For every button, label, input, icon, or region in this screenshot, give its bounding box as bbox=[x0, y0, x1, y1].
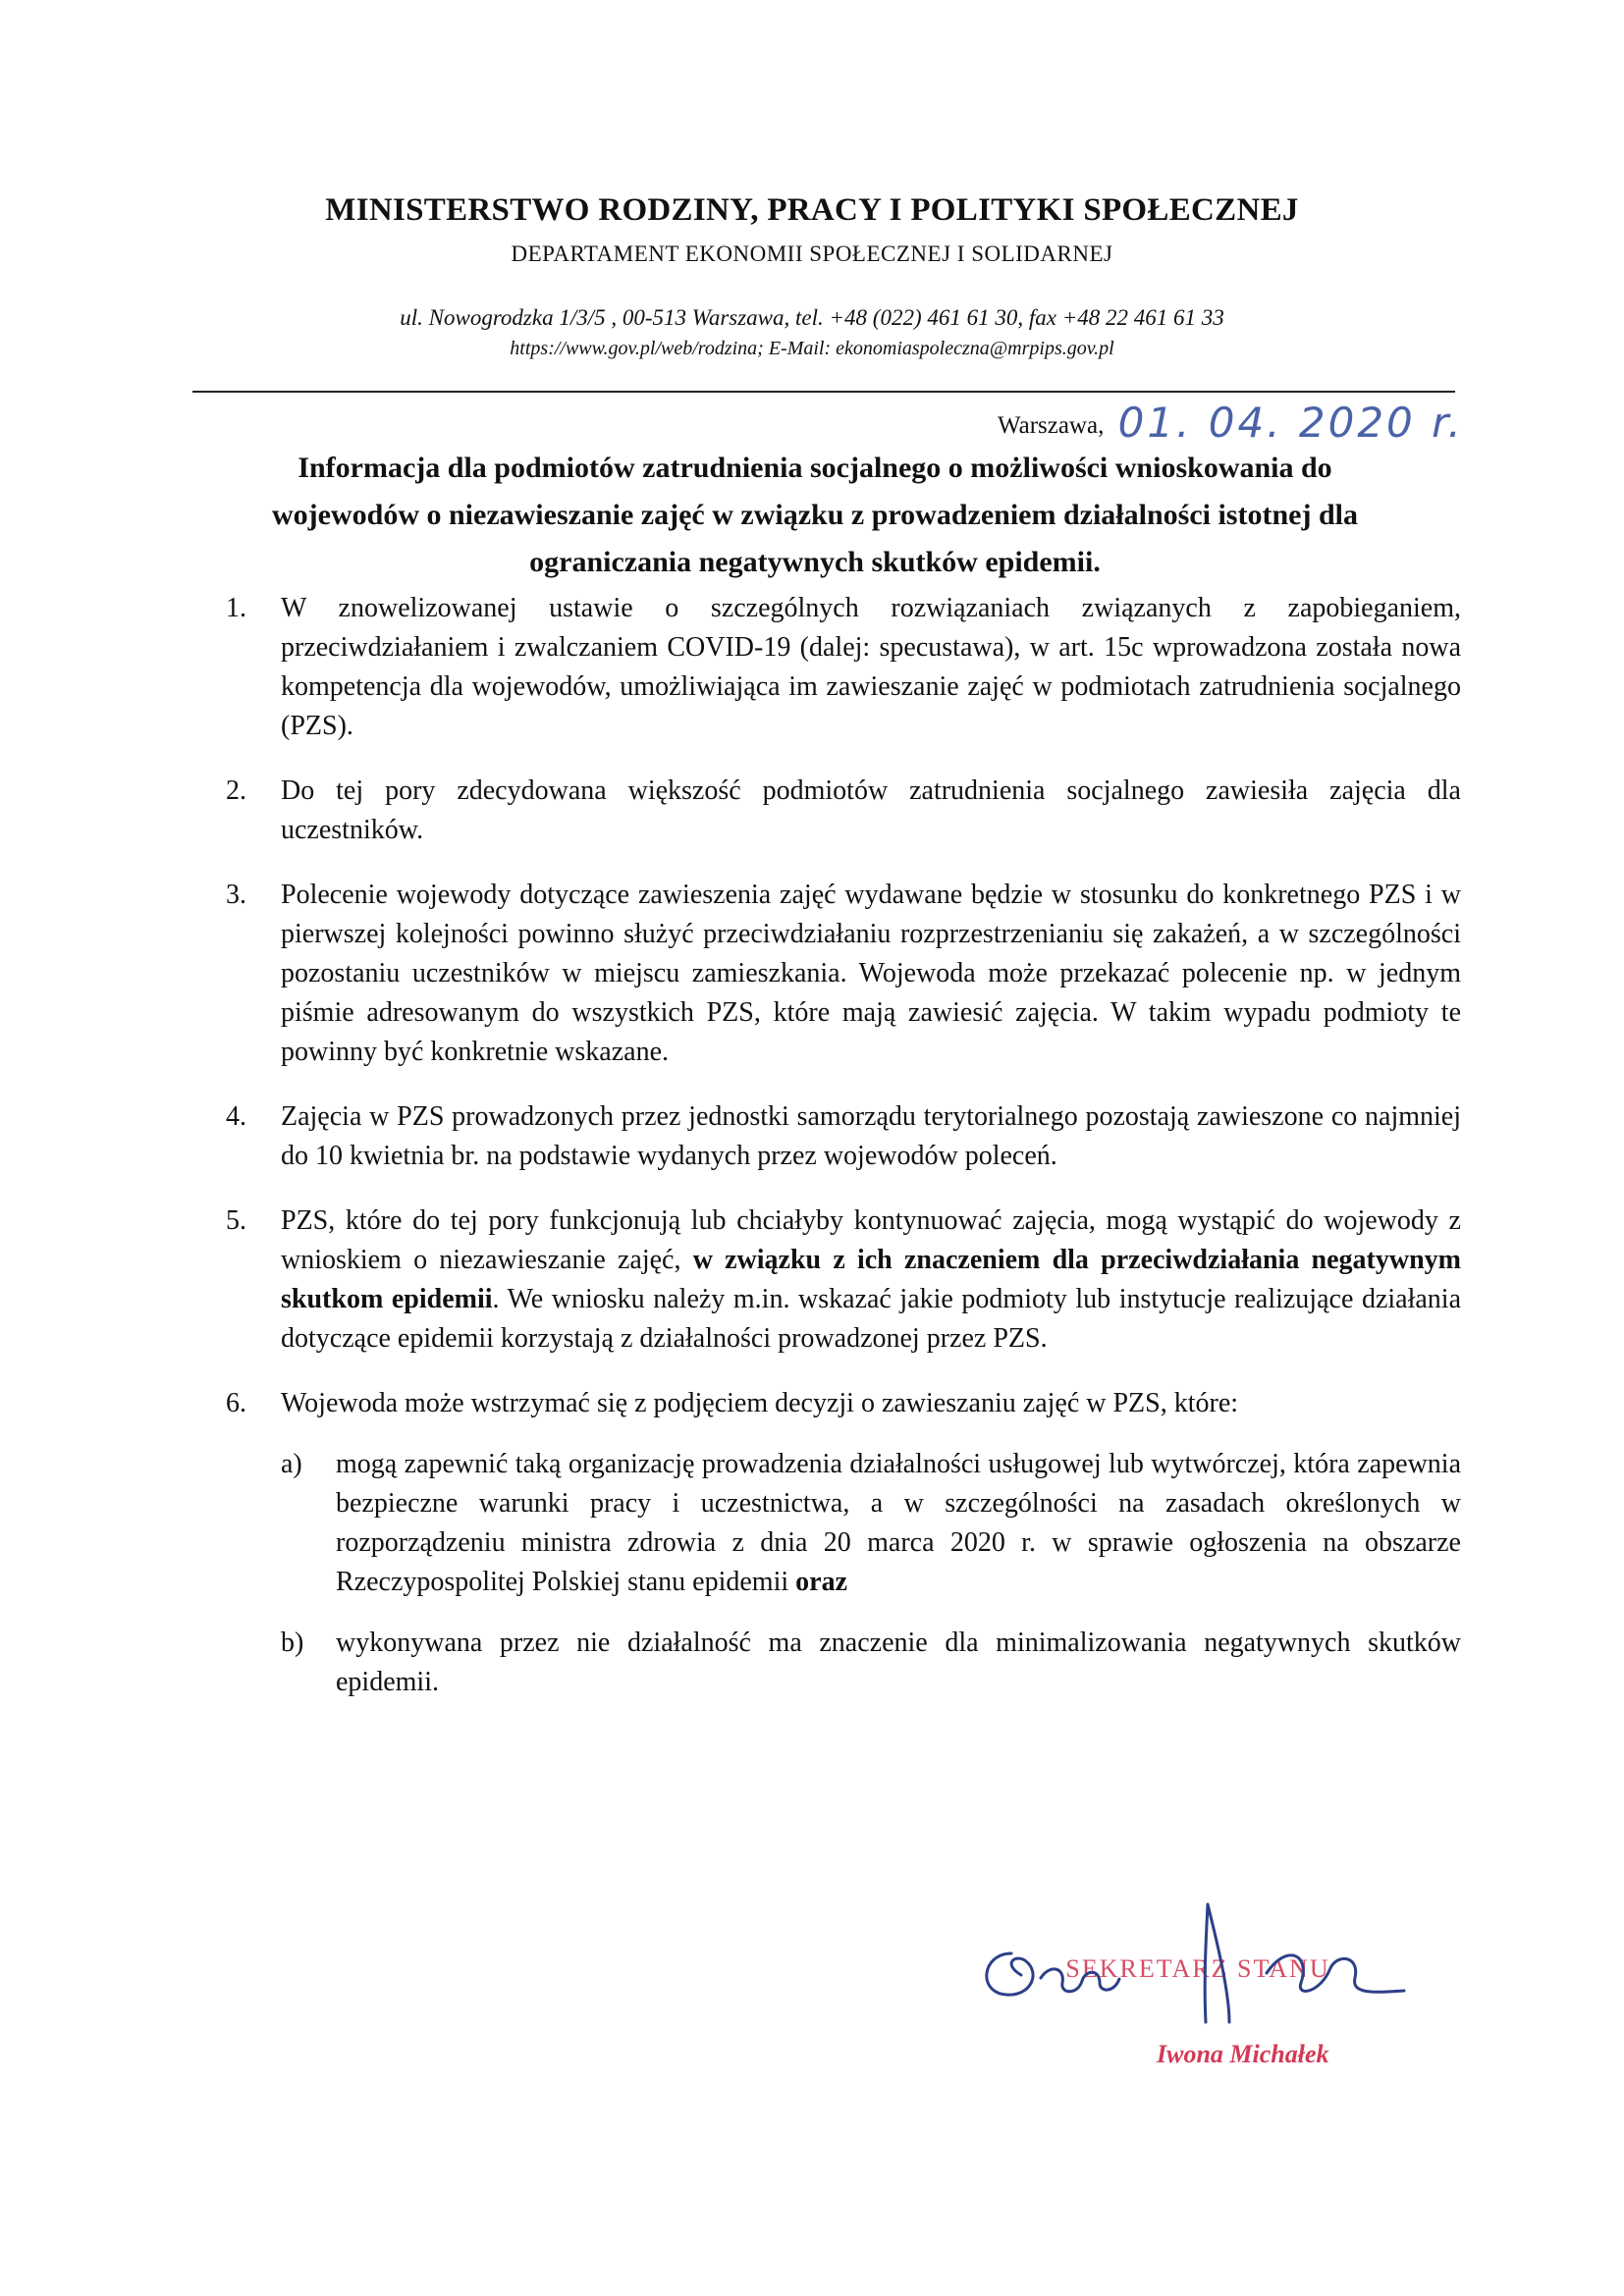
department-name: DEPARTAMENT EKONOMII SPOŁECZNEJ I SOLIDARNEJ bbox=[511, 241, 1113, 266]
signature-handwriting: Iwona Michałek bbox=[972, 1885, 979, 1886]
list-text: Do tej pory zdecydowana większość podmiotów zatrudnienia socjalnego zawiesiła zajęcia dla uczestników. bbox=[281, 775, 1461, 845]
sub-list-item bbox=[281, 1624, 1461, 1702]
list-item bbox=[226, 1201, 1461, 1359]
signatory-name: Iwona Michałek bbox=[1157, 2040, 1329, 2068]
document-heading: Informacja dla podmiotów zatrudnienia socjalnego o możliwości wnioskowania do wojewodów o niezawieszanie zajęć w związku z prowadzeniem działalności istotnej dla ograniczania negatywnych skutków epidemii. bbox=[272, 452, 1358, 578]
sub-list-text: wykonywana przez nie działalność ma znaczenie dla minimalizowania negatywnych skutków epidemii. bbox=[336, 1628, 1461, 1697]
sub-list-letter: b) bbox=[281, 1628, 304, 1658]
list-number: 1. bbox=[226, 593, 246, 623]
sub-list-item bbox=[281, 1445, 1461, 1602]
list-item bbox=[226, 772, 1461, 850]
stamp-text: SEKRETARZ STANU bbox=[1065, 1954, 1330, 1983]
list-number: 6. bbox=[226, 1388, 246, 1418]
date-place: Warszawa, bbox=[998, 412, 1105, 439]
list-number: 3. bbox=[226, 880, 246, 910]
list-text bbox=[281, 1201, 1461, 1359]
handwritten-signature bbox=[972, 1885, 1404, 2022]
sub-list-text bbox=[336, 1449, 1461, 1597]
signature-stamp bbox=[972, 1885, 1414, 2120]
sub-list-text-main: mogą zapewnić taką organizację prowadzenia działalności usługowej lub wytwórczej, która zapewnia bezpieczne warunki pracy i uczestnictwa, a w szczególności na zasadach określonych w rozporządzeniu ministra zdrowia z dnia 20 marca 2020 r. w sprawie ogłoszenia na obszarze Rzeczypospolitej Polskiej stanu epidemii bbox=[336, 1449, 1461, 1597]
numbered-list bbox=[226, 589, 1461, 1728]
list-number: 4. bbox=[226, 1101, 246, 1132]
address-line: ul. Nowogrodzka 1/3/5 , 00-513 Warszawa, tel. +48 (022) 461 61 30, fax +48 22 461 61 33 bbox=[400, 305, 1224, 330]
list-text-emphasis: w związku z ich znaczeniem dla przeciwdziałania negatywnym skutkom epidemii bbox=[281, 1245, 1461, 1314]
list-text-end: . We wniosku należy m.in. wskazać jakie podmioty lub instytucje realizujące działania dotyczące epidemii korzystają z działalności prowadzonej przez PZS. bbox=[281, 1284, 1461, 1354]
list-text: Wojewoda może wstrzymać się z podjęciem decyzji o zawieszaniu zajęć w PZS, które: bbox=[281, 1388, 1239, 1418]
list-text: Zajęcia w PZS prowadzonych przez jednostki samorządu terytorialnego pozostają zawieszone co najmniej do 10 kwietnia br. na podstawie wydanych przez wojewodów poleceń. bbox=[281, 1101, 1461, 1171]
ministry-name: MINISTERSTWO RODZINY, PRACY I POLITYKI SPOŁECZNEJ bbox=[325, 192, 1299, 228]
list-text-start: PZS, które do tej pory funkcjonują lub chciałyby kontynuować zajęcia, mogą wystąpić do wojewody z wnioskiem o niezawieszanie zajęć, bbox=[281, 1205, 1461, 1275]
web-email-line: https://www.gov.pl/web/rodzina; E-Mail: ekonomiaspoleczna@mrpips.gov.pl bbox=[510, 338, 1114, 359]
sub-list-text-emphasis: oraz bbox=[795, 1567, 847, 1597]
list-item bbox=[226, 876, 1461, 1072]
handwritten-date: 01. 04. 2020 r. bbox=[1117, 399, 1464, 447]
list-text: Polecenie wojewody dotyczące zawieszenia zajęć wydawane będzie w stosunku do konkretnego PZS i w pierwszej kolejności powinno służyć przeciwdziałaniu rozprzestrzenianiu się zakażeń, a w szczególności pozostaniu uczestników w miejscu zamieszkania. Wojewoda może przekazać polecenie np. w jednym piśmie adresowanym do wszystkich PZS, które mają zawiesić zajęcia. W takim wypadu podmioty te powinny być konkretnie wskazane. bbox=[281, 880, 1461, 1067]
list-item bbox=[226, 1097, 1461, 1176]
list-number: 5. bbox=[226, 1205, 246, 1236]
header-divider bbox=[192, 391, 1455, 393]
list-item bbox=[226, 589, 1461, 746]
sub-list-letter: a) bbox=[281, 1449, 302, 1479]
list-item bbox=[226, 1384, 1461, 1702]
list-text: W znowelizowanej ustawie o szczególnych rozwiązaniach związanych z zapobieganiem, przeciwdziałaniem i zwalczaniem COVID-19 (dalej: specustawa), w art. 15c wprowadzona została nowa kompetencja dla wojewodów, umożliwiająca im zawieszanie zajęć w podmiotach zatrudnienia socjalnego (PZS). bbox=[281, 593, 1461, 741]
date-line bbox=[998, 399, 1464, 447]
list-number: 2. bbox=[226, 775, 246, 806]
